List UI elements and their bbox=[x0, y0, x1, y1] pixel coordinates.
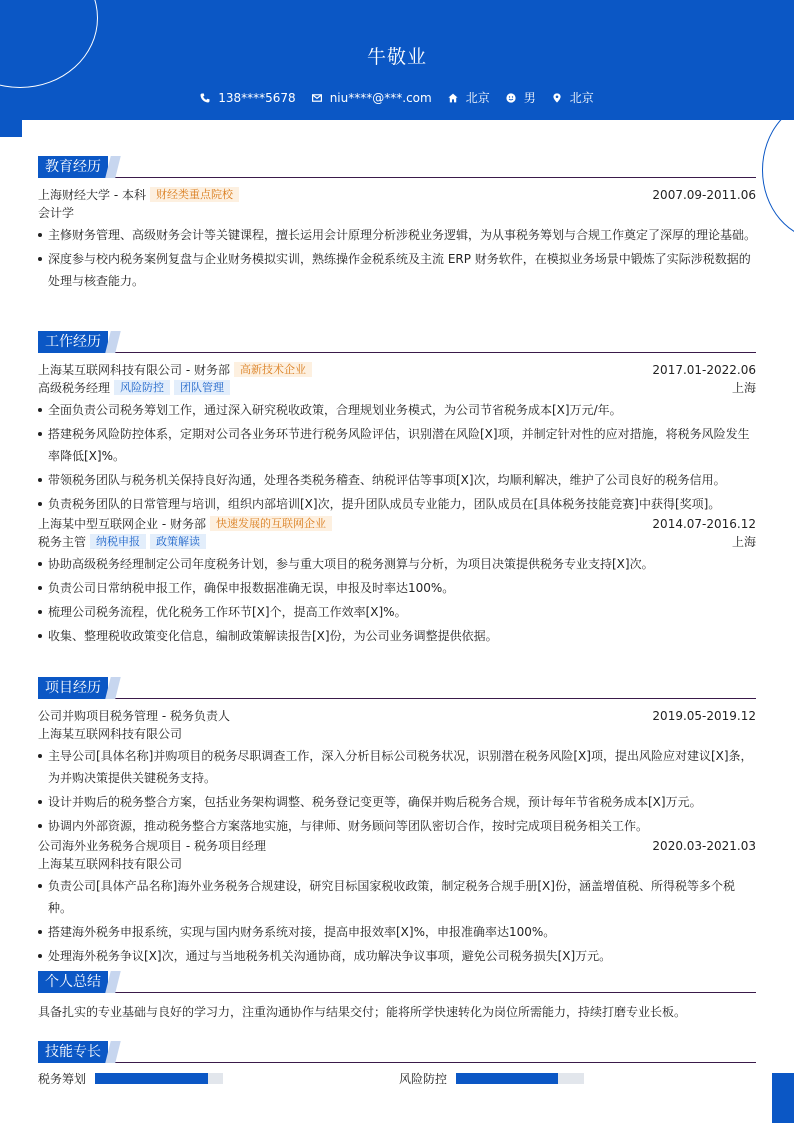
list-item: 协助高级税务经理制定公司年度税务计划，参与重大项目的税务测算与分析，为项目决策提供税务专业支持[X]次。 bbox=[38, 553, 756, 575]
list-item: 深度参与校内税务案例复盘与企业财务模拟实训，熟练操作金税系统及主流 ERP 财务软件，在模拟业务场景中锻炼了实际涉税数据的处理与核查能力。 bbox=[38, 248, 756, 292]
list-item: 全面负责公司税务筹划工作，通过深入研究税收政策，合理规划业务模式，为公司节省税务成本[X]万元/年。 bbox=[38, 399, 756, 421]
section-title: 个人总结 bbox=[38, 971, 108, 993]
list-item: 处理海外税务争议[X]次，通过与当地税务机关沟通协商，成功解决争议事项，避免公司税务损失[X]万元。 bbox=[38, 945, 756, 967]
skill-bar bbox=[95, 1073, 223, 1084]
list-item: 设计并购后的税务整合方案，包括业务架构调整、税务登记变更等，确保并购后税务合规，预计每年节省税务成本[X]万元。 bbox=[38, 791, 756, 813]
education-major: 会计学 bbox=[38, 206, 75, 220]
header-cutout bbox=[22, 120, 794, 146]
location-pin-icon bbox=[552, 93, 562, 103]
project-org: 上海某互联网科技有限公司 bbox=[38, 727, 183, 741]
education-date: 2007.09-2011.06 bbox=[652, 188, 756, 202]
section-heading bbox=[38, 1041, 756, 1063]
home-icon bbox=[448, 93, 458, 103]
education-section bbox=[38, 156, 756, 292]
job-header bbox=[38, 361, 756, 379]
contact-gender bbox=[506, 89, 536, 106]
section-title: 技能专长 bbox=[38, 1041, 108, 1063]
projects-section bbox=[38, 677, 756, 967]
section-heading bbox=[38, 331, 756, 353]
header-banner bbox=[0, 0, 794, 137]
list-item: 带领税务团队与税务机关保持良好沟通，处理各类税务稽查、纳税评估等事项[X]次，均顺利解决，维护了公司良好的税务信用。 bbox=[38, 469, 756, 491]
skill-bar bbox=[456, 1073, 584, 1084]
section-title: 教育经历 bbox=[38, 156, 108, 178]
school-line: 上海财经大学 - 本科 bbox=[38, 188, 146, 202]
project-name: 公司并购项目税务管理 - 税务负责人 bbox=[38, 709, 230, 723]
gender-text: 男 bbox=[523, 91, 536, 105]
candidate-name: 牛敬业 bbox=[366, 46, 427, 68]
section-heading bbox=[38, 677, 756, 699]
job-role: 高级税务经理 bbox=[38, 381, 111, 395]
skill-fill bbox=[456, 1073, 558, 1084]
project-date: 2019.05-2019.12 bbox=[652, 709, 756, 723]
job-date: 2017.01-2022.06 bbox=[652, 363, 756, 377]
school-tag: 财经类重点院校 bbox=[150, 187, 239, 202]
project-bullets bbox=[38, 745, 756, 837]
location-text: 北京 bbox=[569, 91, 594, 105]
list-item: 负责公司日常纳税申报工作，确保申报数据准确无误，申报及时率达100%。 bbox=[38, 577, 756, 599]
section-title: 项目经历 bbox=[38, 677, 108, 699]
role-tag: 风险防控 bbox=[114, 380, 170, 395]
education-bullets bbox=[38, 224, 756, 292]
education-header bbox=[38, 186, 756, 204]
project-header bbox=[38, 837, 756, 855]
job-city: 上海 bbox=[731, 381, 756, 395]
company-line: 上海某中型互联网企业 - 财务部 bbox=[38, 517, 206, 531]
job-bullets bbox=[38, 399, 756, 515]
mail-icon bbox=[312, 93, 322, 103]
phone-icon bbox=[200, 93, 210, 103]
list-item: 负责公司[具体产品名称]海外业务税务合规建设，研究目标国家税收政策，制定税务合规手册[X]份，涵盖增值税、所得税等多个税种。 bbox=[38, 875, 756, 919]
contact-location bbox=[552, 89, 594, 106]
skill-item bbox=[38, 1069, 223, 1087]
skill-name: 税务筹划 bbox=[38, 1071, 87, 1086]
project-header bbox=[38, 707, 756, 725]
email-text[interactable]: niu****@***.com bbox=[329, 90, 432, 105]
skill-item bbox=[399, 1069, 584, 1087]
phone-text[interactable]: 138****5678 bbox=[218, 90, 296, 105]
job-role-row bbox=[38, 379, 756, 397]
job-city: 上海 bbox=[731, 535, 756, 549]
section-heading bbox=[38, 156, 756, 178]
skill-list bbox=[38, 1069, 756, 1087]
contact-email bbox=[312, 91, 432, 105]
list-item: 梳理公司税务流程，优化税务工作环节[X]个，提高工作效率[X]%。 bbox=[38, 601, 756, 623]
company-tag: 快速发展的互联网企业 bbox=[210, 516, 332, 531]
contact-hometown bbox=[448, 89, 490, 106]
section-title: 工作经历 bbox=[38, 331, 108, 353]
list-item: 主修财务管理、高级财务会计等关键课程，擅长运用会计原理分析涉税业务逻辑，为从事税务筹划与合规工作奠定了深厚的理论基础。 bbox=[38, 224, 756, 246]
corner-accent bbox=[772, 1073, 794, 1123]
skills-section bbox=[38, 1041, 756, 1087]
list-item: 主导公司[具体名称]并购项目的税务尽职调查工作，深入分析目标公司税务状况，识别潜在税务风险[X]项，提出风险应对建议[X]条，为并购决策提供关键税务支持。 bbox=[38, 745, 756, 789]
job-bullets bbox=[38, 553, 756, 647]
list-item: 协调内外部资源，推动税务整合方案落地实施，与律师、财务顾问等团队密切合作，按时完成项目税务相关工作。 bbox=[38, 815, 756, 837]
role-tag: 政策解读 bbox=[150, 534, 206, 549]
project-date: 2020.03-2021.03 bbox=[652, 839, 756, 853]
list-item: 收集、整理税收政策变化信息，编制政策解读报告[X]份，为公司业务调整提供依据。 bbox=[38, 625, 756, 647]
list-item: 搭建税务风险防控体系，定期对公司各业务环节进行税务风险评估，识别潜在风险[X]项，并制定针对性的应对措施，将税务风险发生率降低[X]%。 bbox=[38, 423, 756, 467]
work-section bbox=[38, 331, 756, 647]
job-date: 2014.07-2016.12 bbox=[652, 517, 756, 531]
summary-text: 具备扎实的专业基础与良好的学习力，注重沟通协作与结果交付；能将所学快速转化为岗位所需能力，持续打磨专业长板。 bbox=[38, 1005, 687, 1019]
role-tag: 团队管理 bbox=[174, 380, 230, 395]
summary-section bbox=[38, 971, 756, 1021]
skill-fill bbox=[95, 1073, 208, 1084]
contact-phone bbox=[200, 91, 295, 105]
hometown-text: 北京 bbox=[465, 91, 490, 105]
list-item: 负责税务团队的日常管理与培训，组织内部培训[X]次，提升团队成员专业能力，团队成员在[具体税务技能竞赛]中获得[奖项]。 bbox=[38, 493, 756, 515]
list-item: 搭建海外税务申报系统，实现与国内财务系统对接，提高申报效率[X]%，申报准确率达100%。 bbox=[38, 921, 756, 943]
company-line: 上海某互联网科技有限公司 - 财务部 bbox=[38, 363, 230, 377]
job-header bbox=[38, 515, 756, 533]
job-role: 税务主管 bbox=[38, 535, 87, 549]
role-tag: 纳税申报 bbox=[90, 534, 146, 549]
section-heading bbox=[38, 971, 756, 993]
project-name: 公司海外业务税务合规项目 - 税务项目经理 bbox=[38, 839, 266, 853]
skill-name: 风险防控 bbox=[399, 1071, 448, 1086]
contact-bar bbox=[0, 89, 794, 106]
company-tag: 高新技术企业 bbox=[234, 362, 312, 377]
job-role-row bbox=[38, 533, 756, 551]
project-org: 上海某互联网科技有限公司 bbox=[38, 857, 183, 871]
project-bullets bbox=[38, 875, 756, 967]
smiley-icon bbox=[506, 93, 516, 103]
